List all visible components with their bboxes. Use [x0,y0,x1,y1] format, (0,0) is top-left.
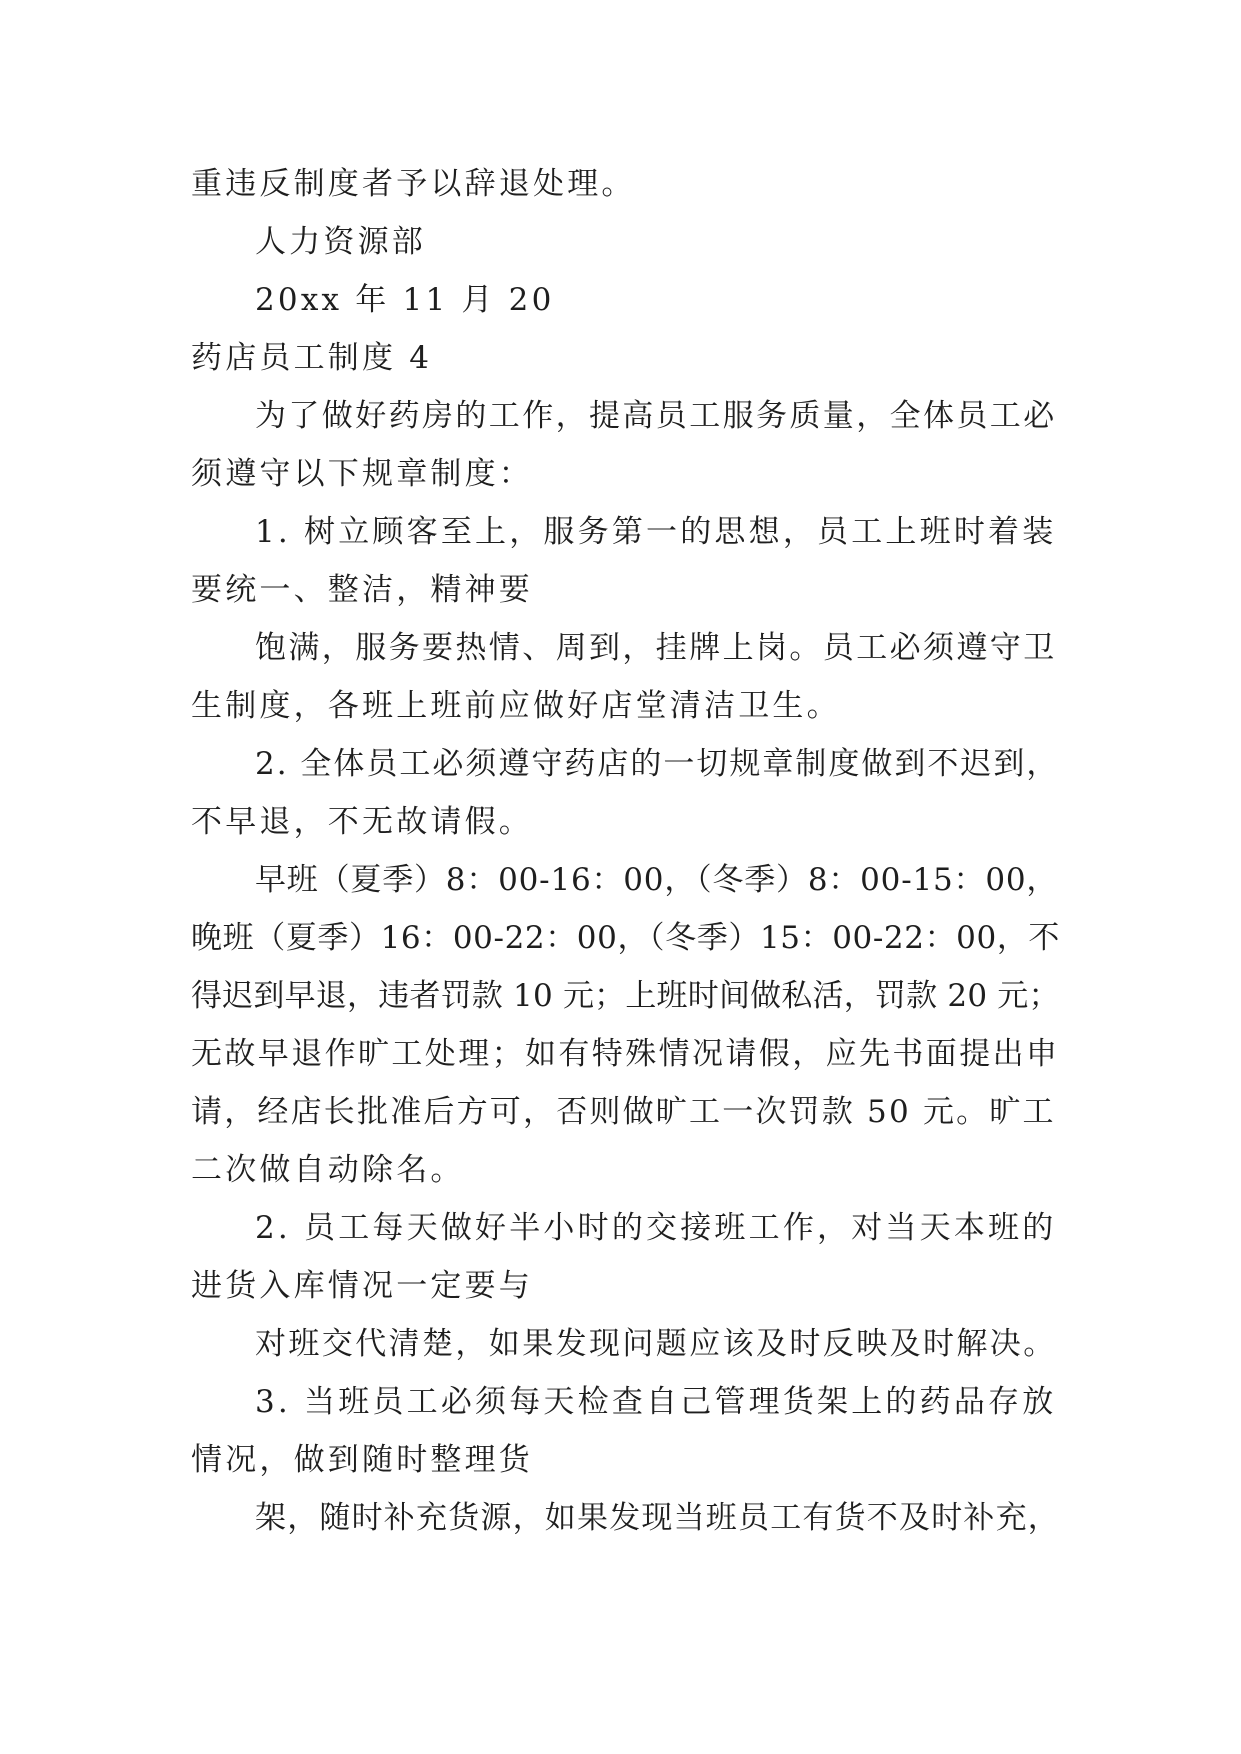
text-line: 3. 当班员工必须每天检查自己管理货架上的药品存放 [255,1384,1057,1420]
text-line: 1. 树立顾客至上，服务第一的思想，员工上班时着装 [255,514,1057,550]
department-name: 人力资源部 [255,224,426,260]
text-line: 饱满，服务要热情、周到，挂牌上岗。员工必须遵守卫 [255,630,1057,666]
text-line: 无故早退作旷工处理；如有特殊情况请假，应先书面提出申 [191,1036,1060,1072]
document-date: 20xx 年 11 月 20 [255,282,555,318]
text-line: 2. 全体员工必须遵守药店的一切规章制度做到不迟到， [255,746,1060,782]
text-line: 早班（夏季）8：00-16：00，（冬季）8：00-15：00， [255,862,1059,898]
section-title: 药店员工制度 4 [191,340,433,376]
text-line: 对班交代清楚，如果发现问题应该及时反映及时解决。 [255,1326,1057,1362]
text-line: 二次做自动除名。 [191,1152,465,1188]
text-line: 情况，做到随时整理货 [191,1442,533,1478]
text-line: 要统一、整洁，精神要 [191,572,533,608]
text-line: 不早退，不无故请假。 [191,804,533,840]
text-line: 重违反制度者予以辞退处理。 [191,166,636,202]
text-line: 进货入库情况一定要与 [191,1268,533,1304]
text-line: 晚班（夏季）16：00-22：00，（冬季）15：00-22：00，不 [191,920,1061,956]
text-line: 生制度，各班上班前应做好店堂清洁卫生。 [191,688,841,724]
text-line: 2. 员工每天做好半小时的交接班工作，对当天本班的 [255,1210,1057,1246]
text-line: 架，随时补充货源，如果发现当班员工有货不及时补充， [255,1500,1060,1536]
text-line: 请，经店长批准后方可，否则做旷工一次罚款 50 元。旷工 [191,1094,1056,1130]
text-line: 为了做好药房的工作，提高员工服务质量，全体员工必 [255,398,1057,434]
text-line: 须遵守以下规章制度： [191,456,533,492]
text-line: 得迟到早退，违者罚款 10 元；上班时间做私活，罚款 20 元； [191,978,1060,1014]
